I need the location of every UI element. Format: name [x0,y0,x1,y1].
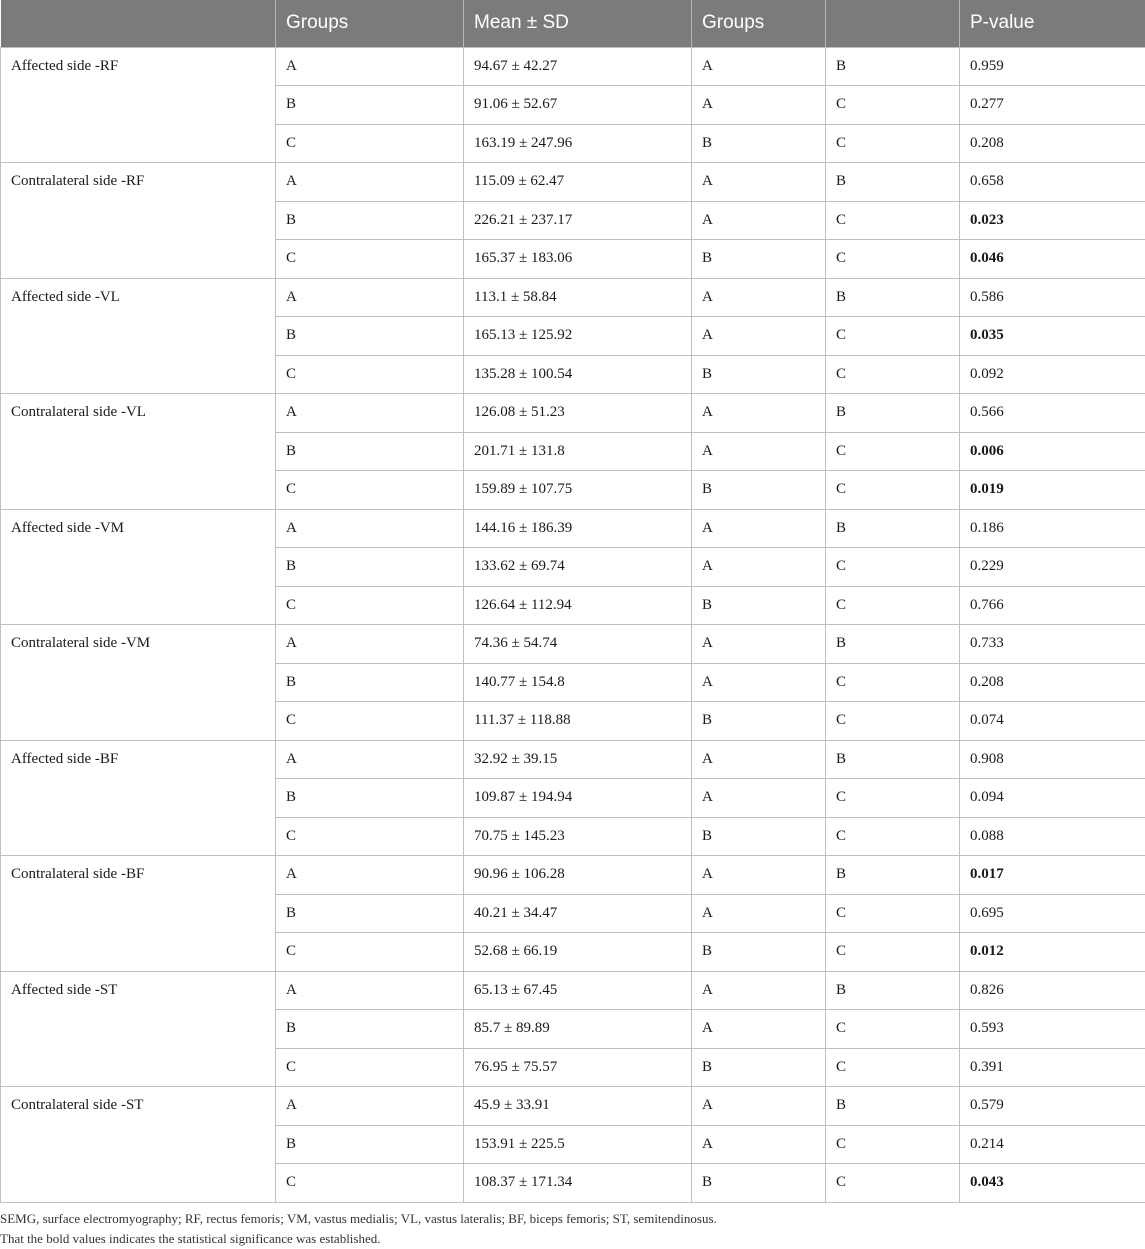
comparison-group-1-cell: B [692,1048,826,1087]
comparison-group-2-cell: C [826,548,960,587]
p-value-cell: 0.088 [960,817,1145,856]
group-cell: B [276,432,464,471]
mean-sd-cell: 226.21 ± 237.17 [464,201,692,240]
comparison-group-1-cell: A [692,86,826,125]
comparison-group-1-cell: B [692,471,826,510]
group-cell: C [276,1164,464,1203]
comparison-group-2-cell: B [826,394,960,433]
comparison-group-2-cell: C [826,1164,960,1203]
comparison-group-2-cell: C [826,317,960,356]
mean-sd-cell: 109.87 ± 194.94 [464,779,692,818]
group-cell: C [276,240,464,279]
mean-sd-cell: 74.36 ± 54.74 [464,625,692,664]
mean-sd-cell: 45.9 ± 33.91 [464,1087,692,1126]
muscle-label: Contralateral side -ST [1,1087,276,1203]
mean-sd-cell: 140.77 ± 154.8 [464,663,692,702]
p-value-cell: 0.277 [960,86,1145,125]
group-cell: A [276,625,464,664]
comparison-group-1-cell: A [692,779,826,818]
group-cell: B [276,779,464,818]
p-value-cell: 0.092 [960,355,1145,394]
comparison-group-1-cell: A [692,163,826,202]
group-cell: A [276,278,464,317]
comparison-group-2-cell: C [826,933,960,972]
muscle-label: Contralateral side -VL [1,394,276,510]
p-value-cell: 0.733 [960,625,1145,664]
comparison-group-1-cell: B [692,586,826,625]
table-body [1,47,1145,1202]
comparison-group-2-cell: C [826,471,960,510]
comparison-group-1-cell: A [692,625,826,664]
group-cell: A [276,971,464,1010]
comparison-group-1-cell: B [692,817,826,856]
group-cell: C [276,817,464,856]
table-row [1,971,1145,1010]
comparison-group-2-cell: C [826,201,960,240]
group-cell: B [276,201,464,240]
comparison-group-2-cell: C [826,894,960,933]
comparison-group-1-cell: A [692,509,826,548]
comparison-group-2-cell: C [826,432,960,471]
p-value-cell: 0.566 [960,394,1145,433]
mean-sd-cell: 133.62 ± 69.74 [464,548,692,587]
comparison-group-1-cell: B [692,355,826,394]
group-cell: C [276,933,464,972]
group-cell: B [276,1125,464,1164]
mean-sd-cell: 144.16 ± 186.39 [464,509,692,548]
group-cell: C [276,586,464,625]
comparison-group-2-cell: C [826,817,960,856]
muscle-label: Contralateral side -BF [1,856,276,972]
mean-sd-cell: 111.37 ± 118.88 [464,702,692,741]
comparison-group-1-cell: A [692,663,826,702]
mean-sd-cell: 65.13 ± 67.45 [464,971,692,1010]
comparison-group-2-cell: C [826,663,960,702]
muscle-label: Affected side -BF [1,740,276,856]
comparison-group-1-cell: A [692,856,826,895]
comparison-group-2-cell: B [826,509,960,548]
comparison-group-2-cell: B [826,740,960,779]
abbreviation-note: SEMG, surface electromyography; RF, rectus femoris; VM, vastus medialis; VL, vastus lateralis; BF, biceps femoris; ST, semitendinosus. [0,1209,717,1229]
group-cell: A [276,394,464,433]
p-value-cell: 0.593 [960,1010,1145,1049]
mean-sd-cell: 85.7 ± 89.89 [464,1010,692,1049]
table-row [1,856,1145,895]
p-value-cell: 0.229 [960,548,1145,587]
mean-sd-cell: 76.95 ± 75.57 [464,1048,692,1087]
comparison-group-1-cell: A [692,740,826,779]
comparison-group-2-cell: C [826,240,960,279]
comparison-group-1-cell: A [692,278,826,317]
p-value-cell: 0.208 [960,124,1145,163]
comparison-group-1-cell: A [692,894,826,933]
group-cell: A [276,47,464,86]
mean-sd-cell: 70.75 ± 145.23 [464,817,692,856]
p-value-cell: 0.035 [960,317,1145,356]
p-value-cell: 0.766 [960,586,1145,625]
comparison-group-2-cell: B [826,47,960,86]
mean-sd-cell: 126.64 ± 112.94 [464,586,692,625]
comparison-group-2-cell: C [826,124,960,163]
header-groups: Groups [276,0,464,47]
group-cell: C [276,1048,464,1087]
mean-sd-cell: 163.19 ± 247.96 [464,124,692,163]
p-value-cell: 0.959 [960,47,1145,86]
group-cell: C [276,471,464,510]
muscle-label: Contralateral side -RF [1,163,276,279]
comparison-group-2-cell: C [826,1048,960,1087]
muscle-label: Affected side -ST [1,971,276,1087]
comparison-group-2-cell: C [826,702,960,741]
mean-sd-cell: 126.08 ± 51.23 [464,394,692,433]
muscle-label: Affected side -VL [1,278,276,394]
p-value-cell: 0.826 [960,971,1145,1010]
group-cell: B [276,548,464,587]
mean-sd-cell: 94.67 ± 42.27 [464,47,692,86]
mean-sd-cell: 32.92 ± 39.15 [464,740,692,779]
group-cell: A [276,163,464,202]
comparison-group-1-cell: B [692,702,826,741]
group-cell: B [276,1010,464,1049]
mean-sd-cell: 159.89 ± 107.75 [464,471,692,510]
comparison-group-1-cell: A [692,394,826,433]
table-header [1,0,1145,47]
table-row [1,625,1145,664]
header-comparison-groups: Groups [692,0,826,47]
p-value-cell: 0.074 [960,702,1145,741]
comparison-group-2-cell: C [826,86,960,125]
header-comparison-groups-2 [826,0,960,47]
significance-note: That the bold values indicates the statistical significance was established. [0,1229,717,1249]
mean-sd-cell: 91.06 ± 52.67 [464,86,692,125]
header-p-value: P-value [960,0,1145,47]
group-cell: B [276,317,464,356]
comparison-group-2-cell: B [826,625,960,664]
p-value-cell: 0.214 [960,1125,1145,1164]
mean-sd-cell: 165.13 ± 125.92 [464,317,692,356]
group-cell: A [276,1087,464,1126]
comparison-group-1-cell: B [692,124,826,163]
mean-sd-cell: 135.28 ± 100.54 [464,355,692,394]
comparison-group-2-cell: C [826,1010,960,1049]
mean-sd-cell: 201.71 ± 131.8 [464,432,692,471]
mean-sd-cell: 40.21 ± 34.47 [464,894,692,933]
comparison-group-1-cell: A [692,432,826,471]
p-value-cell: 0.658 [960,163,1145,202]
muscle-label: Affected side -RF [1,47,276,163]
header-mean-sd: Mean ± SD [464,0,692,47]
comparison-group-1-cell: A [692,317,826,356]
comparison-group-1-cell: A [692,1087,826,1126]
group-cell: A [276,856,464,895]
table-row [1,394,1145,433]
table-row [1,509,1145,548]
p-value-cell: 0.046 [960,240,1145,279]
group-cell: C [276,124,464,163]
comparison-group-2-cell: C [826,1125,960,1164]
mean-sd-cell: 113.1 ± 58.84 [464,278,692,317]
muscle-label: Affected side -VM [1,509,276,625]
group-cell: C [276,702,464,741]
mean-sd-cell: 108.37 ± 171.34 [464,1164,692,1203]
comparison-group-1-cell: A [692,201,826,240]
mean-sd-cell: 90.96 ± 106.28 [464,856,692,895]
p-value-cell: 0.006 [960,432,1145,471]
mean-sd-cell: 115.09 ± 62.47 [464,163,692,202]
table-row [1,278,1145,317]
comparison-group-1-cell: A [692,971,826,1010]
comparison-group-2-cell: B [826,278,960,317]
p-value-cell: 0.579 [960,1087,1145,1126]
p-value-cell: 0.208 [960,663,1145,702]
p-value-cell: 0.908 [960,740,1145,779]
comparison-group-1-cell: A [692,1010,826,1049]
p-value-cell: 0.094 [960,779,1145,818]
comparison-group-2-cell: B [826,163,960,202]
p-value-cell: 0.019 [960,471,1145,510]
comparison-group-1-cell: A [692,47,826,86]
header-row [1,0,1145,47]
group-cell: C [276,355,464,394]
mean-sd-cell: 153.91 ± 225.5 [464,1125,692,1164]
comparison-group-2-cell: B [826,856,960,895]
table-row [1,47,1145,86]
group-cell: A [276,740,464,779]
muscle-label: Contralateral side -VM [1,625,276,741]
table-row [1,740,1145,779]
table-row [1,163,1145,202]
group-cell: B [276,86,464,125]
comparison-group-2-cell: C [826,586,960,625]
table-row [1,1087,1145,1126]
p-value-cell: 0.391 [960,1048,1145,1087]
group-cell: B [276,894,464,933]
comparison-group-1-cell: B [692,1164,826,1203]
group-cell: B [276,663,464,702]
p-value-cell: 0.043 [960,1164,1145,1203]
p-value-cell: 0.186 [960,509,1145,548]
header-muscle [1,0,276,47]
comparison-group-1-cell: A [692,1125,826,1164]
p-value-cell: 0.586 [960,278,1145,317]
p-value-cell: 0.012 [960,933,1145,972]
comparison-group-1-cell: B [692,933,826,972]
table-footnotes [0,1209,717,1249]
comparison-group-2-cell: B [826,971,960,1010]
comparison-group-1-cell: A [692,548,826,587]
mean-sd-cell: 165.37 ± 183.06 [464,240,692,279]
mean-sd-cell: 52.68 ± 66.19 [464,933,692,972]
p-value-cell: 0.017 [960,856,1145,895]
p-value-cell: 0.695 [960,894,1145,933]
comparison-group-2-cell: C [826,779,960,818]
group-cell: A [276,509,464,548]
comparison-group-2-cell: C [826,355,960,394]
p-value-cell: 0.023 [960,201,1145,240]
comparison-group-1-cell: B [692,240,826,279]
comparison-group-2-cell: B [826,1087,960,1126]
